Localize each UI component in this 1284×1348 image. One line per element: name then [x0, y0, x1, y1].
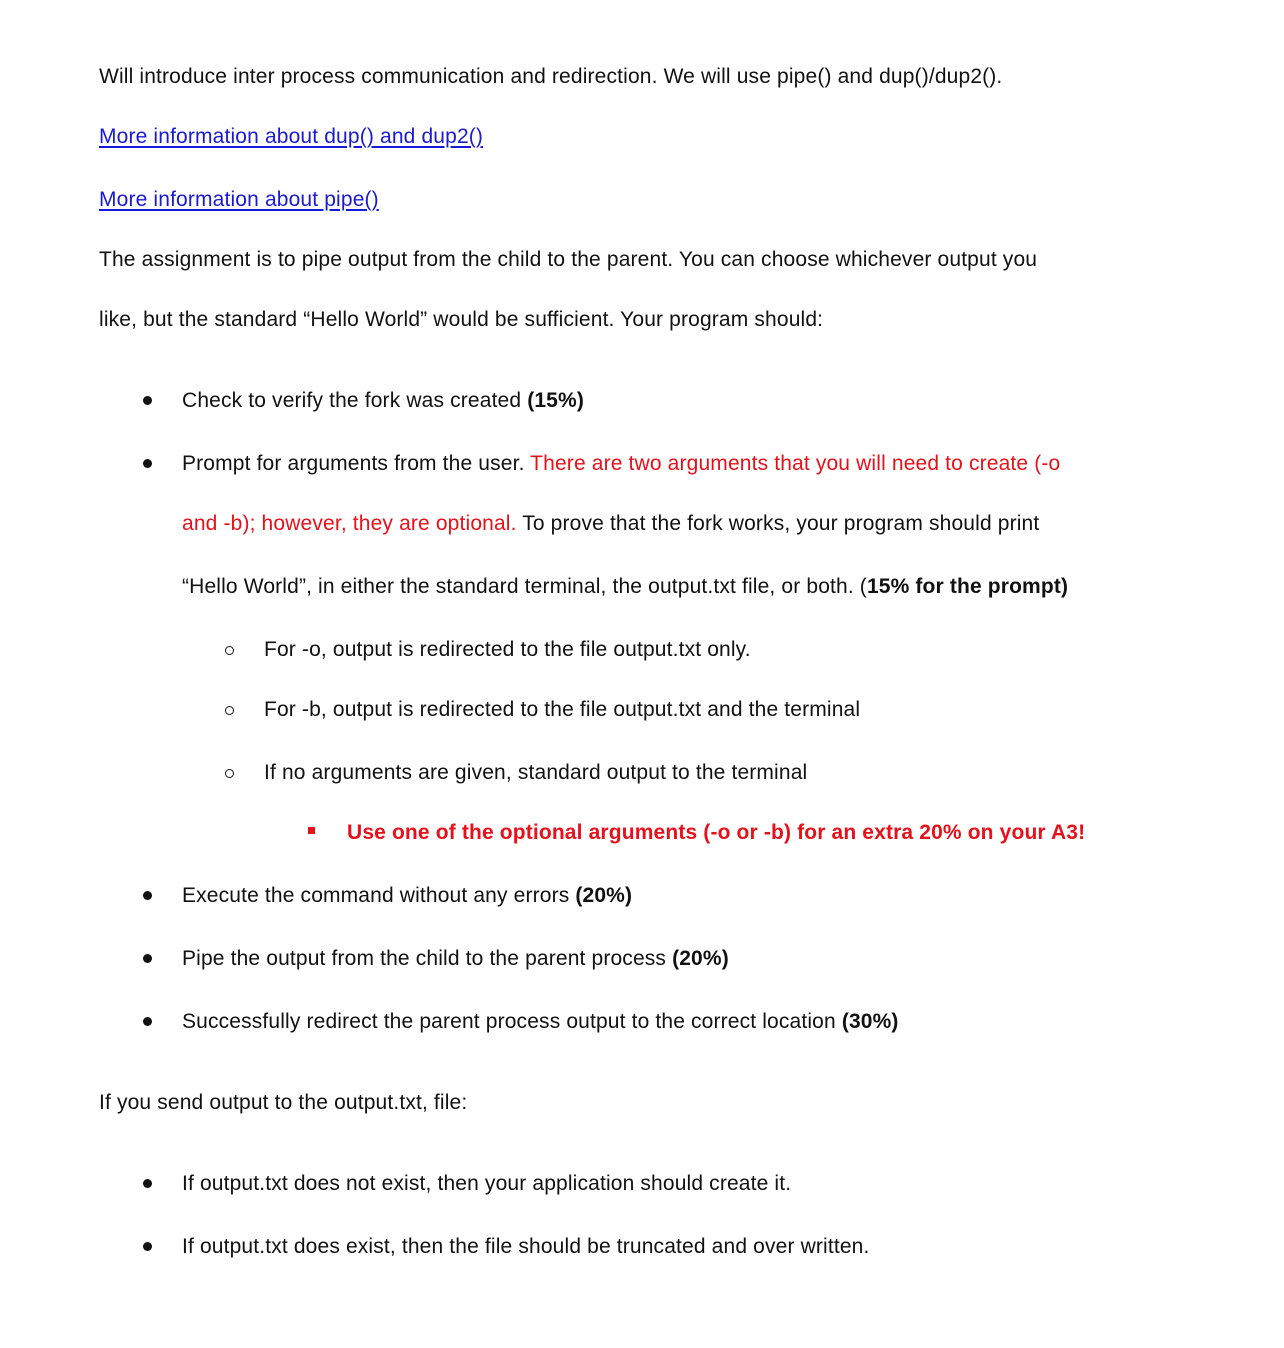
pipe-info-link-row [99, 187, 379, 213]
prompt-text: Prompt for arguments from the user. [182, 452, 531, 475]
ring-bullet-icon [225, 706, 234, 715]
pipe-info-link[interactable]: More information about pipe() [99, 188, 379, 211]
requirement-prompt-line-3 [182, 574, 1068, 600]
dup-info-link[interactable]: More information about dup() and dup2() [99, 125, 484, 148]
ring-bullet-icon [225, 646, 234, 655]
requirement-text: Check to verify the fork was created [182, 389, 528, 412]
requirement-weight: (30%) [841, 1010, 899, 1033]
sub-item-o: For -o, output is redirected to the file output.txt only. [264, 638, 751, 661]
dup-info-link-row [99, 124, 483, 150]
bullet-icon [143, 954, 152, 963]
requirement-text: Successfully redirect the parent process output to the correct location [182, 1010, 842, 1033]
requirement-text: Pipe the output from the child to the parent process [182, 947, 673, 970]
requirement-prompt-line-1 [182, 451, 1060, 477]
requirement-weight: (20%) [672, 947, 729, 970]
square-bullet-icon [308, 827, 315, 834]
bullet-icon [143, 459, 152, 468]
assignment-line-2: like, but the standard “Hello World” would be sufficient. Your program should: [99, 308, 824, 331]
bullet-icon [143, 1017, 152, 1026]
prompt-text: To prove that the fork works, your program should print [516, 512, 1040, 535]
intro-text: Will introduce inter process communication and redirection. We will use pipe() and dup()/dup2(). [99, 65, 1003, 88]
file-item-create: If output.txt does not exist, then your application should create it. [182, 1172, 792, 1195]
requirement-text: Execute the command without any errors [182, 884, 576, 907]
requirement-execute [182, 883, 632, 909]
ring-bullet-icon [225, 769, 234, 778]
prompt-text: “Hello World”, in either the standard terminal, the output.txt file, or both. ( [182, 575, 867, 598]
file-section-heading: If you send output to the output.txt, file: [99, 1091, 468, 1114]
requirement-prompt-line-2 [182, 511, 1039, 537]
requirement-weight: (20%) [575, 884, 633, 907]
requirement-check-fork [182, 388, 584, 414]
bullet-icon [143, 396, 152, 405]
sub-item-b: For -b, output is redirected to the file output.txt and the terminal [264, 698, 861, 721]
bullet-icon [143, 1179, 152, 1188]
requirement-pipe [182, 946, 729, 972]
assignment-line-1: The assignment is to pipe output from the child to the parent. You can choose whichever output you [99, 248, 1038, 271]
prompt-weight: 15% for the prompt) [866, 575, 1069, 598]
bullet-icon [143, 891, 152, 900]
requirement-redirect [182, 1009, 899, 1035]
file-item-truncate: If output.txt does exist, then the file should be truncated and over written. [182, 1235, 870, 1258]
bonus-note: Use one of the optional arguments (-o or -b) for an extra 20% on your A3! [347, 821, 1086, 844]
sub-item-none: If no arguments are given, standard output to the terminal [264, 761, 808, 784]
prompt-highlight: and -b); however, they are optional. [182, 512, 517, 535]
bullet-icon [143, 1242, 152, 1251]
requirement-weight: (15%) [527, 389, 584, 412]
prompt-highlight: There are two arguments that you will need to create (-o [530, 452, 1061, 475]
